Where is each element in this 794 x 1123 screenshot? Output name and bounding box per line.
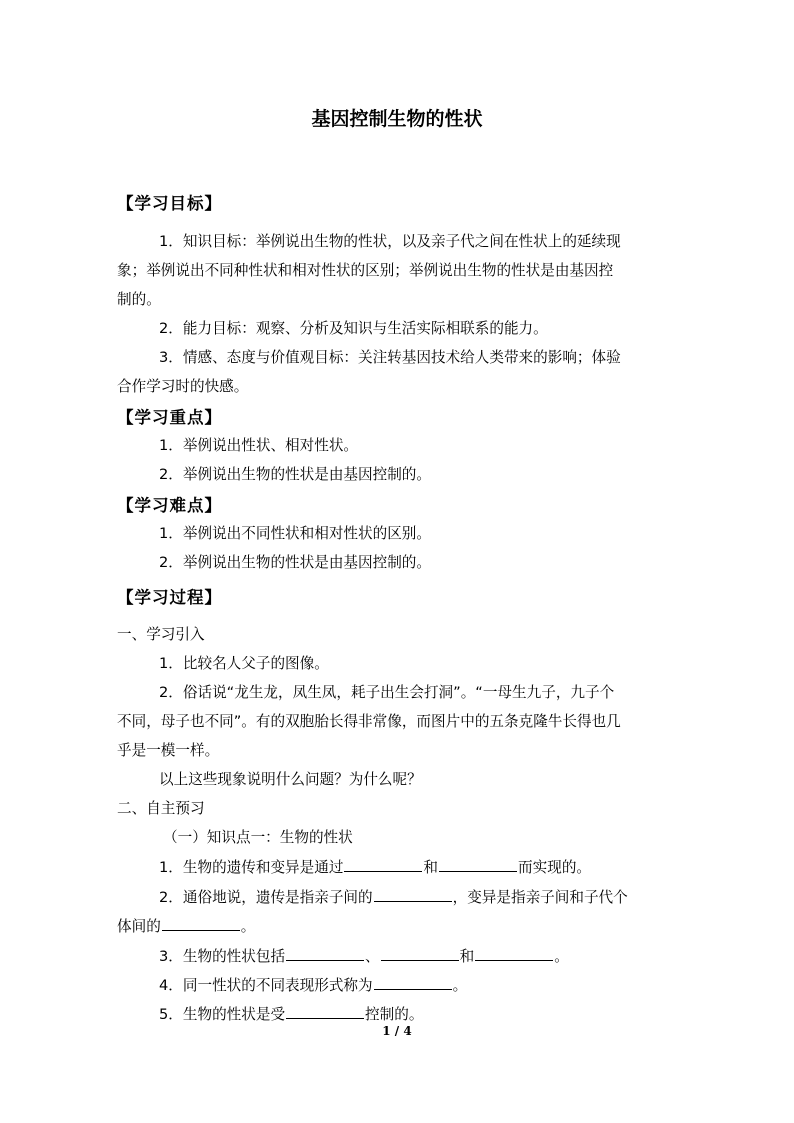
intro-question: 以上这些现象说明什么问题？为什么呢？ xyxy=(159,771,422,788)
question-2-line-2: 体间的 。 xyxy=(117,918,256,935)
goal-2: 2．能力目标：观察、分析及知识与生活实际相联系的能力。 xyxy=(159,320,548,337)
difficult-point-2: 2．举例说出生物的性状是由基因控制的。 xyxy=(159,554,431,571)
key-point-2: 2．举例说出生物的性状是由基因控制的。 xyxy=(159,466,431,483)
question-2-line-1: 2．通俗地说，遗传是指亲子间的 ，变异是指亲子间和子代个 xyxy=(159,889,628,906)
goal-3-line-1: 3．情感、态度与价值观目标：关注转基因技术给人类带来的影响；体验 xyxy=(159,349,621,366)
answer-blank[interactable] xyxy=(344,857,422,872)
intro-item-2-line-3: 乎是一模一样。 xyxy=(117,742,220,759)
answer-blank[interactable] xyxy=(374,887,452,902)
difficult-point-1: 1．举例说出不同性状和相对性状的区别。 xyxy=(159,525,431,542)
intro-item-2-line-2: 不同，母子也不同”。有的双胞胎长得非常像，而图片中的五条克隆牛长得也几 xyxy=(117,713,621,730)
intro-item-1: 1．比较名人父子的图像。 xyxy=(159,655,329,672)
intro-item-2-line-1: 2．俗话说“龙生龙，凤生凤，耗子出生会打洞”。“一母生九子，九子个 xyxy=(159,684,615,701)
goal-1-line-3: 制的。 xyxy=(117,291,161,308)
section-heading-key: 【学习重点】 xyxy=(117,408,222,427)
answer-blank[interactable] xyxy=(439,857,517,872)
preview-heading: 二、自主预习 xyxy=(117,800,205,817)
document-title: 基因控制生物的性状 xyxy=(311,108,483,130)
section-heading-goals: 【学习目标】 xyxy=(117,194,222,213)
page-number: 1 / 4 xyxy=(382,1024,412,1038)
answer-blank[interactable] xyxy=(286,946,364,961)
question-4: 4．同一性状的不同表现形式称为 。 xyxy=(159,977,468,994)
goal-1-line-2: 象；举例说出不同种性状和相对性状的区别；举例说出生物的性状是由基因控 xyxy=(117,262,614,279)
knowledge-point-1: （一）知识点一：生物的性状 xyxy=(163,829,353,846)
answer-blank[interactable] xyxy=(381,946,459,961)
question-3: 3．生物的性状包括 、 和 。 xyxy=(159,948,569,965)
answer-blank[interactable] xyxy=(162,916,240,931)
key-point-1: 1．举例说出性状、相对性状。 xyxy=(159,437,359,454)
answer-blank[interactable] xyxy=(374,975,452,990)
answer-blank[interactable] xyxy=(286,1004,364,1019)
answer-blank[interactable] xyxy=(475,946,553,961)
intro-heading: 一、学习引入 xyxy=(117,626,205,643)
section-heading-process: 【学习过程】 xyxy=(117,588,222,607)
section-heading-difficult: 【学习难点】 xyxy=(117,496,222,515)
question-5: 5．生物的性状是受 控制的。 xyxy=(159,1006,424,1023)
goal-3-line-2: 合作学习时的快感。 xyxy=(117,378,249,395)
question-1: 1．生物的遗传和变异是通过 和 而实现的。 xyxy=(159,859,592,876)
goal-1-line-1: 1．知识目标：举例说出生物的性状，以及亲子代之间在性状上的延续现 xyxy=(159,233,621,250)
